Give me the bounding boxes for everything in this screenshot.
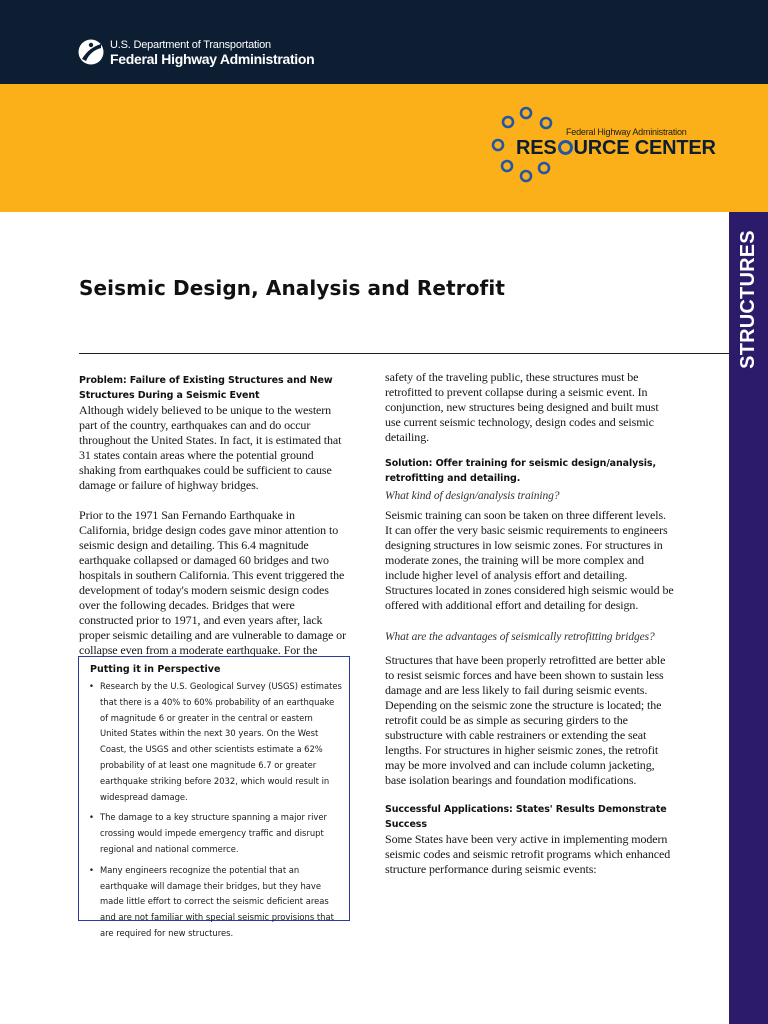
- advantages-paragraph: Structures that have been properly retrofitted are better able to resist seismic forces and have been shown to sustain less damage and are less likely to fail during seismic events. Depending on the seismic zone the structure is located; the retrofit could be as simple as securing girders to the substructure with cable restrainers or extending the seat lengths. For structures in higher seismic zones, the retrofit may be more involved and can include column jacketing, base isolation bearings and foundation modifications.: [385, 653, 666, 787]
- resource-center-wordmark: [516, 136, 716, 160]
- right-column: [385, 370, 675, 877]
- usdot-logo-icon: [78, 37, 104, 67]
- advantages-question: What are the advantages of seismically retrofitting bridges?: [385, 631, 655, 643]
- side-tab-label: STRUCTURES: [736, 229, 759, 369]
- problem-paragraph-2: Prior to the 1971 San Fernando Earthquake in California, bridge design codes gave minor attention to seismic design and detailing. This 6.4 magnitude earthquake collapsed or damaged 60 bridges and two hospitals in southern California. This event triggered the development of today's modern seismic design codes over the following decades. Bridges that were constructed prior to 1971, and even years after, lack proper seismic detailing and are vulnerable to damage or collapse even from a moderate earthquake. For the: [79, 508, 346, 657]
- left-column: [79, 373, 347, 658]
- resource-center-subtitle: Federal Highway Administration: [566, 127, 687, 137]
- perspective-bullet: • Research by the U.S. Geological Survey (USGS) estimates that there is a 40% to 60% probability of an earthquake of magnitude 6 or greater in the central or eastern United States within the next 30 years. On the West Coast, the USGS and other scientists estimate a 62% probability of at least one magnitude 6.7 or greater earthquake striking before 2032, which would result in widespread damage.: [87, 679, 343, 805]
- perspective-list: [87, 679, 343, 942]
- problem-heading: Problem: Failure of Existing Structures and New Structures During a Seismic Event: [79, 375, 333, 401]
- continuation-paragraph: safety of the traveling public, these structures must be retrofitted to prevent collapse during a seismic event. In conjunction, new structures being designed and built must use current seismic technology, design codes and seismic detailing.: [385, 370, 659, 444]
- solution-heading: Solution: Offer training for seismic design/analysis, retrofitting and detailing.: [385, 458, 656, 484]
- side-tab: [733, 229, 763, 369]
- page-title: Seismic Design, Analysis and Retrofit: [79, 276, 505, 300]
- agency-line-1: U.S. Department of Transportation: [110, 39, 271, 51]
- success-paragraph: Some States have been very active in implementing modern seismic codes and seismic retrofit programs which enhanced structure performance during seismic events:: [385, 832, 671, 876]
- training-paragraph: Seismic training can soon be taken on three different levels. It can offer the very basic seismic requirements to engineers designing structures in low seismic zones. For structures in moderate zones, the training will be more complex and include higher level of analysis effort and detailing. Structures located in zones considered high seismic would be offered with additional effort and detailing for design.: [385, 508, 674, 612]
- ring-o-icon: [558, 140, 573, 155]
- header-band: [0, 0, 768, 84]
- perspective-box-title: Putting it in Perspective: [90, 664, 221, 675]
- success-heading: Successful Applications: States' Results Demonstrate Success: [385, 804, 667, 830]
- training-question: What kind of design/analysis training?: [385, 490, 560, 502]
- problem-paragraph-1: Although widely believed to be unique to the western part of the country, earthquakes can and do occur throughout the United States. In fact, it is estimated that 31 states contain areas where the potential ground shaking from earthquakes could be sufficient to cause damage or failure of highway bridges.: [79, 403, 342, 492]
- perspective-bullet: • The damage to a key structure spanning a major river crossing would impede emergency traffic and disrupt regional and national commerce.: [87, 810, 343, 857]
- title-divider: [79, 353, 729, 354]
- perspective-box: [78, 656, 350, 938]
- agency-name: [110, 39, 314, 67]
- wordmark-part-2: URCE CENTER: [573, 137, 716, 159]
- agency-line-2: Federal Highway Administration: [110, 51, 315, 67]
- perspective-bullet: • Many engineers recognize the potential that an earthquake will damage their bridges, but they have made little effort to correct the seismic deficient areas and are not familiar with special seismic provisions that are required for new structures.: [87, 863, 343, 942]
- wordmark-part-1: RES: [516, 137, 557, 159]
